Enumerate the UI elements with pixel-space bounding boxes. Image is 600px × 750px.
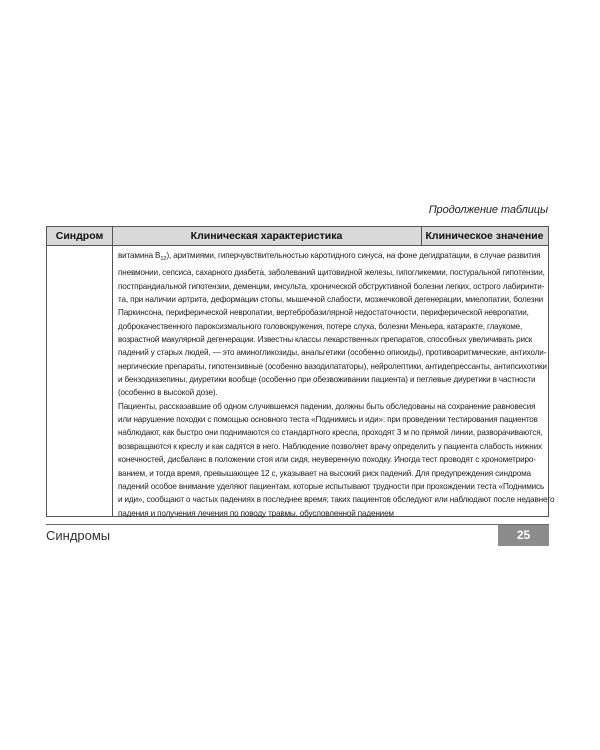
text-line-content: возрастной макулярной дегенерации. Известны классы лекарственных препаратов, способных увеличивать риск: [118, 335, 533, 345]
text-line: [118, 373, 545, 386]
header-syndrome: Синдром: [47, 227, 113, 245]
text-line-content: Пациенты, рассказавшие об одном случившемся падении, должны быть обследованы на сохранение равновесия: [118, 401, 536, 411]
text-line: [118, 440, 545, 453]
text-line: [118, 467, 545, 480]
text-line-content: доброкачественного пароксизмального головокружения, потере слуха, болезни Меньера, катаракте, глаукоме,: [118, 321, 523, 331]
text-line-content: постпрандиальной гипотензии, деменции, инсульта, хронической обструктивной болезни легких, острого лабиринти-: [118, 281, 545, 291]
text-line: [118, 293, 545, 306]
text-line: [118, 280, 545, 293]
clinical-characteristic-cell: [118, 249, 555, 520]
page-number-badge: 25: [498, 525, 549, 546]
text-line: [118, 249, 545, 266]
text-line: [118, 386, 545, 399]
text-line: [118, 413, 545, 426]
text-line: [118, 360, 545, 373]
header-clinical-characteristic: Клиническая характеристика: [112, 227, 422, 245]
table-continuation-label: Продолжение таблицы: [428, 204, 548, 216]
text-line-content: или нарушение походки с помощью основного теста «Поднимись и иди»: при проведении тестирования пациентов: [118, 415, 538, 425]
text-line-content: нергические препараты, гипотензивные (особенно вазодилататоры), нейролептики, антидепрессанты, антипсихотики: [118, 361, 547, 371]
text-line: [118, 266, 545, 279]
text-line: [118, 453, 545, 466]
text-line-content: ванием, и тогда время, превышающее 12 с, указывает на высокий риск падений. Для предупреждения синдрома: [118, 468, 531, 478]
text-line-content: падений особое внимание уделяют пациентам, которые испытывают трудности при прохождении теста «Поднимись: [118, 481, 545, 491]
clinical-table: [46, 226, 555, 518]
text-line-content: конечностей, дисбаланс в положении стоя или сидя, неуверенную походку. Иногда тест проводят с хронометриро-: [118, 455, 536, 465]
text-line-content: (особенно в высокой дозе).: [118, 388, 218, 398]
text-line-content: падений у старых людей, — это аминогликозиды, анальгетики (особенно опиоиды), противоаритмические, антихоли-: [118, 348, 547, 358]
text-line-content: и иди», сообщают о частых падениях в последнее время; таких пациентов обследуют или наблюдают после недавнего: [118, 495, 555, 505]
text-line: [118, 346, 545, 359]
text-line-content: наблюдают, как быстро они поднимаются со стандартного кресла, проходят 3 м по прямой линии, разворачиваются,: [118, 428, 543, 438]
text-line: [118, 306, 545, 319]
text-line: [118, 320, 545, 333]
text-line-content: Паркинсона, периферической невропатии, вертебробазилярной недостаточности, периферической невропатии,: [118, 308, 529, 318]
table-header-row: [47, 227, 548, 246]
footer-divider: [46, 524, 549, 525]
text-line-content: та, при наличии артрита, деформации стопы, мышечной слабости, мозжечковой дегенерации, миелопатии, болезни: [118, 295, 544, 305]
text-line-content: возвращаются к креслу и как садятся в него. Наблюдение позволяет врачу определить у пациента слабость нижних: [118, 441, 542, 451]
header-clinical-significance: Клиническое значение: [425, 230, 544, 242]
text-line-continuation: ), аритмиями, гиперчувствительностью каротидного синуса, на фоне дегидратации, в случае развития: [166, 251, 541, 260]
text-line-content: пневмонии, сепсиса, сахарного диабета, заболеваний щитовидной железы, гипогликемии, постуральной гипотензии,: [118, 268, 545, 278]
subscript: 12: [160, 256, 167, 262]
text-line-content: падения и получения лечения по поводу травмы, обусловленной падением: [118, 508, 394, 518]
running-footer-section-title: Синдромы: [46, 528, 111, 543]
text-line: [118, 507, 545, 520]
text-line-content: витамина B: [118, 251, 161, 260]
text-line: [118, 426, 545, 439]
column-divider: [112, 246, 113, 516]
text-line: [118, 333, 545, 346]
text-line: [118, 493, 555, 506]
text-line: [118, 480, 545, 493]
text-line: [118, 400, 545, 413]
text-line-content: и бензодиазепины, диуретики вообще (особенно при обезвоживании пациента) и петлевые диуретики в частности: [118, 375, 536, 385]
